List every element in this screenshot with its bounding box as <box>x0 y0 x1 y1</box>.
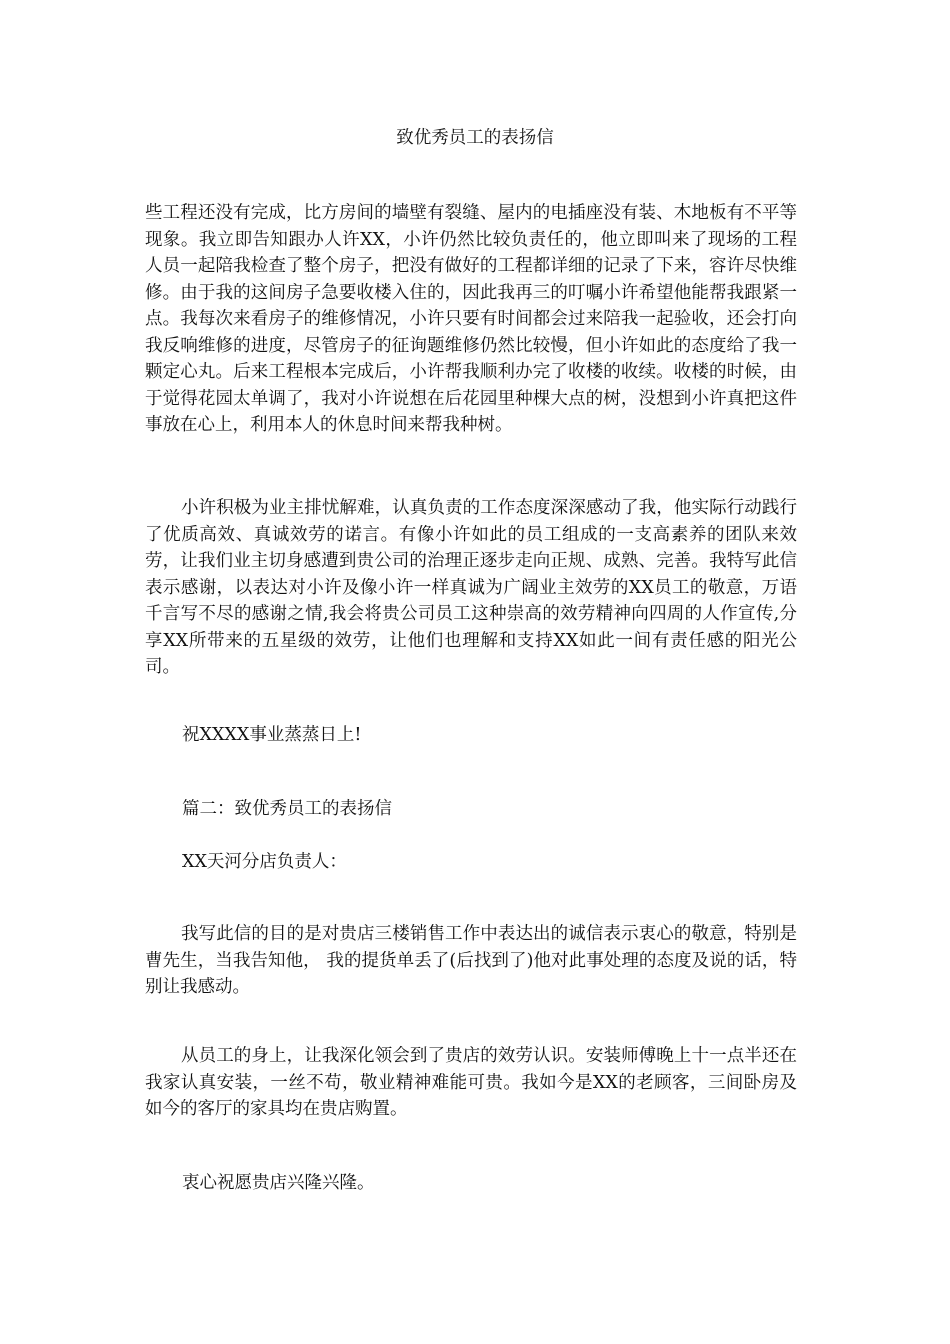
document-title: 致优秀员工的表扬信 <box>396 128 554 148</box>
closing-wish: 衷心祝愿贵店兴隆兴隆。 <box>182 1173 375 1193</box>
paragraph-1: 些工程还没有完成，比方房间的墙壁有裂缝、屋内的电插座没有装、木地板有不平等现象。我立即告知跟办人许XX，小许仍然比较负责任的，他立即叫来了现场的工程人员一起陪我检查了整个房子，把没有做好的工程都详细的记录了下来，容许尽快维修。由于我的这间房子急要收楼入住的，因此我再三的叮嘱小许希望他能帮我跟紧一点。我每次来看房子的维修情况，小许只要有时间都会过来陪我一起验收，还会打向我反响维修的进度，尽管房子的征询题维修仍然比较慢，但小许如此的态度给了我一颗定心丸。后来工程根本完成后，小许帮我顺利办完了收楼的收续。收楼的时候，由于觉得花园太单调了，我对小许说想在后花园里种棵大点的树，没想到小许真把这件事放在心上，利用本人的休息时间来帮我种树。 <box>145 203 797 435</box>
salutation: XX天河分店负责人： <box>182 852 347 872</box>
paragraph-blessing: 祝XXXX事业蒸蒸日上! <box>182 725 362 745</box>
paragraph-6: 我写此信的目的是对贵店三楼销售工作中表达出的诚信表示衷心的敬意，特别是曹先生，当我告知他， 我的提货单丢了(后找到了)他对此事处理的态度及说的话，特别让我感动。 <box>145 924 797 997</box>
section-two-heading: 篇二：致优秀员工的表扬信 <box>182 799 392 819</box>
paragraph-2: 小许积极为业主排忧解难，认真负责的工作态度深深感动了我，他实际行动践行了优质高效、真诚效劳的诺言。有像小许如此的员工组成的一支高素养的团队来效劳，让我们业主切身感遭到贵公司的治理正逐步走向正规、成熟、完善。我特写此信表示感谢，以表达对小许及像小许一样真诚为广阔业主效劳的XX员工的敬意，万语千言写不尽的感谢之情,我会将贵公司员工这种崇高的效劳精神向四周的人作宣传,分享XX所带来的五星级的效劳，让他们也理解和支持XX如此一间有责任感的阳光公司。 <box>145 498 797 677</box>
paragraph-7: 从员工的身上，让我深化领会到了贵店的效劳认识。安装师傅晚上十一点半还在我家认真安装，一丝不苟，敬业精神难能可贵。我如今是XX的老顾客，三间卧房及如今的客厅的家具均在贵店购置。 <box>145 1046 797 1119</box>
